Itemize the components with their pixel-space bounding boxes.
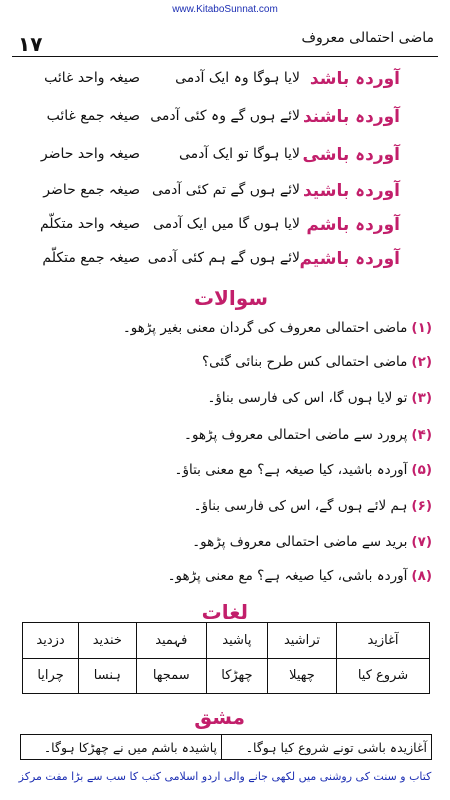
- question-number: (۸): [411, 568, 432, 584]
- vocab-words-row: [23, 623, 430, 659]
- conjugation-row: [0, 248, 450, 278]
- question-item: [168, 568, 432, 590]
- conjugation-label: صیغہ جمع غائب: [46, 108, 140, 124]
- question-item: [175, 462, 432, 484]
- conjugation-form: آوردہ باشد: [309, 69, 400, 89]
- question-number: (۴): [411, 427, 432, 443]
- question-number: (۳): [411, 390, 432, 406]
- conjugation-form: آوردہ باشید: [302, 181, 400, 201]
- conjugation-form: آوردہ باشم: [306, 215, 400, 235]
- conjugation-meaning: لایا ہوں گا میں ایک آدمی: [152, 216, 300, 232]
- vocab-meaning: چرایا: [23, 658, 79, 694]
- question-text: تو لایا ہوں گا، اس کی فارسی بناؤ۔: [207, 390, 408, 406]
- vocab-word: آغازید: [337, 623, 430, 659]
- question-number: (۷): [411, 534, 432, 550]
- running-title: ماضی احتمالی معروف: [301, 30, 434, 46]
- question-item: [207, 390, 432, 412]
- question-text: ماضی احتمالی کس طرح بنائی گئی؟: [202, 354, 408, 370]
- vocab-meanings-row: [23, 658, 430, 694]
- conjugation-row: [0, 106, 450, 136]
- vocab-word: خندید: [79, 623, 137, 659]
- conjugation-row: [0, 144, 450, 174]
- vocab-word: پاشید: [206, 623, 267, 659]
- vocab-word: فہمید: [136, 623, 206, 659]
- conjugation-form: آوردہ باشی: [302, 145, 400, 165]
- vocab-meaning: شروع کیا: [337, 658, 430, 694]
- conjugation-row: [0, 180, 450, 210]
- conjugation-row: [0, 214, 450, 244]
- question-number: (۱): [411, 320, 432, 336]
- questions-heading: سوالات: [193, 286, 268, 310]
- conjugation-label: صیغہ جمع حاضر: [43, 182, 140, 198]
- conjugation-meaning: لائے ہوں گے وہ کئی آدمی: [150, 108, 300, 124]
- question-item: [184, 427, 432, 449]
- question-number: (۲): [411, 354, 432, 370]
- conjugation-label: صیغہ واحد متکلّم: [39, 216, 140, 232]
- conjugation-meaning: لائے ہوں گے تم کئی آدمی: [152, 182, 300, 198]
- question-text: ہم لائے ہوں گے، اس کی فارسی بناؤ۔: [193, 498, 408, 514]
- question-text: برید سے ماضی احتمالی معروف پڑھو۔: [192, 534, 408, 550]
- vocab-meaning: سمجھا: [136, 658, 206, 694]
- question-item: [202, 354, 432, 376]
- vocab-meaning: چھڑکا: [206, 658, 267, 694]
- vocab-heading: لغات: [201, 600, 248, 624]
- question-number: (۵): [411, 462, 432, 478]
- question-text: آوردہ باشید، کیا صیغہ ہے؟ مع معنی بتاؤ۔: [174, 462, 408, 478]
- exercise-heading: مشق: [194, 705, 245, 729]
- question-number: (۶): [411, 498, 432, 514]
- exercise-item: آغازیدہ باشی تونے شروع کیا ہوگا۔: [222, 735, 432, 760]
- conjugation-meaning: لایا ہوگا وہ ایک آدمی: [175, 70, 300, 86]
- question-text: آوردہ باشی، کیا صیغہ ہے؟ مع معنی پڑھو۔: [167, 568, 408, 584]
- conjugation-form: آوردہ باشند: [302, 107, 400, 127]
- exercise-table: [20, 734, 432, 760]
- conjugation-label: صیغہ واحد حاضر: [40, 146, 140, 162]
- question-item: [123, 320, 432, 342]
- question-item: [194, 498, 432, 520]
- question-item: [192, 534, 432, 556]
- vocab-word: تراشید: [267, 623, 336, 659]
- vocab-meaning: ہنسا: [79, 658, 137, 694]
- page-number: ۱۷: [18, 32, 43, 56]
- vocab-table: [22, 622, 430, 694]
- conjugation-label: صیغہ واحد غائب: [44, 70, 140, 86]
- header-rule: [12, 56, 438, 57]
- conjugation-row: [0, 68, 450, 98]
- question-text: ماضی احتمالی معروف کی گردان معنی بغیر پڑھو۔: [122, 320, 408, 336]
- exercise-item: پاشیدہ باشم میں نے چھڑکا ہوگا۔: [21, 735, 222, 760]
- exercise-row: [21, 735, 432, 760]
- conjugation-form: آوردہ باشیم: [299, 249, 400, 269]
- conjugation-label: صیغہ جمع متکلّم: [42, 250, 140, 266]
- vocab-word: دزدید: [23, 623, 79, 659]
- conjugation-meaning: لائے ہوں گے ہم کئی آدمی: [147, 250, 300, 266]
- site-url[interactable]: www.KitaboSunnat.com: [172, 4, 278, 15]
- question-text: پرورد سے ماضی احتمالی معروف پڑھو۔: [184, 427, 408, 443]
- conjugation-meaning: لایا ہوگا تو ایک آدمی: [178, 146, 300, 162]
- vocab-meaning: چھیلا: [267, 658, 336, 694]
- footer-banner: کتاب و سنت کی روشنی میں لکھی جانے والی اردو اسلامی کتب کا سب سے بڑا مفت مرکز: [18, 770, 432, 783]
